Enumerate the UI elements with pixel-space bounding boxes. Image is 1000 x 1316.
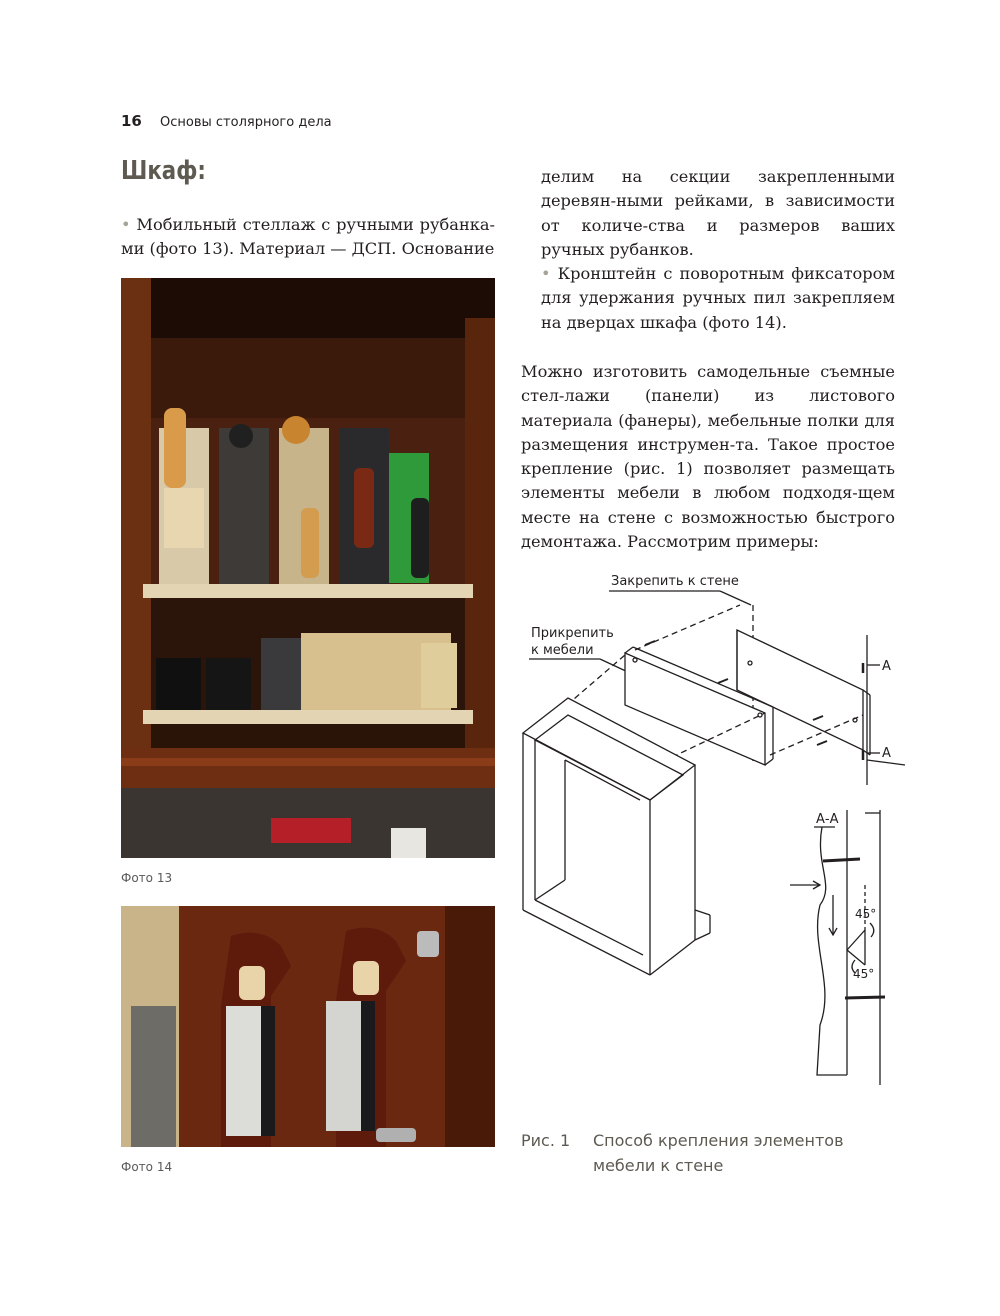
left-bullet bbox=[121, 213, 495, 262]
running-header bbox=[121, 112, 332, 130]
label-attach-to-furniture-2: к мебели bbox=[531, 643, 594, 658]
angle-label-upper: 45° bbox=[855, 907, 877, 921]
angle-label-lower: 45° bbox=[853, 967, 875, 981]
photo-13-caption: Фото 13 bbox=[121, 871, 173, 885]
photo-14-saw-holder bbox=[121, 906, 495, 1147]
photo-14-caption: Фото 14 bbox=[121, 1160, 173, 1174]
label-attach-to-wall: Закрепить к стене bbox=[611, 574, 739, 589]
section-mark-bottom: А bbox=[882, 746, 891, 761]
figure-caption-number: Рис. 1 bbox=[521, 1131, 571, 1150]
page-number: 16 bbox=[121, 112, 142, 130]
photo-13-plane-cabinet bbox=[121, 278, 495, 858]
figure-caption-line-2: мебели к стене bbox=[593, 1156, 724, 1175]
bullet-dot: • bbox=[541, 264, 551, 283]
bullet-dot: • bbox=[121, 215, 131, 234]
section-title: А-А bbox=[816, 812, 839, 827]
label-attach-to-furniture-1: Прикрепить bbox=[531, 626, 614, 641]
body-paragraph: Можно изготовить самодельные съемные стел-лажи (панели) из листового материала (фанеры), мебельные полки для размещения инструмен-та. Такое простое крепление (рис. 1) позволяет размещать элементы мебели в любом подходя-щем месте на стене с возможностью быстрого демонтажа. Рассмотрим примеры: bbox=[521, 362, 895, 552]
left-bullet-text: Мобильный стеллаж с ручными рубанка-ми (фото 13). Материал — ДСП. Основание bbox=[121, 215, 495, 259]
figure-caption-line-1: Способ крепления элементов bbox=[593, 1131, 844, 1150]
figure-caption-text bbox=[593, 1128, 844, 1178]
figure-1-drawing bbox=[515, 565, 910, 1095]
section-heading: Шкаф: bbox=[121, 156, 206, 186]
right-bullet-2 bbox=[541, 262, 895, 335]
right-bullet-2-text: Кронштейн с поворотным фиксатором для удержания ручных пил закрепляем на дверцах шкафа (фото 14). bbox=[541, 264, 895, 332]
running-title: Основы столярного дела bbox=[160, 115, 332, 130]
right-bullet-continuation: делим на секции закрепленными деревян-ными рейками, в зависимости от количе-ства и размеров ваших ручных рубанков. bbox=[541, 167, 895, 259]
section-mark-top: А bbox=[882, 659, 891, 674]
